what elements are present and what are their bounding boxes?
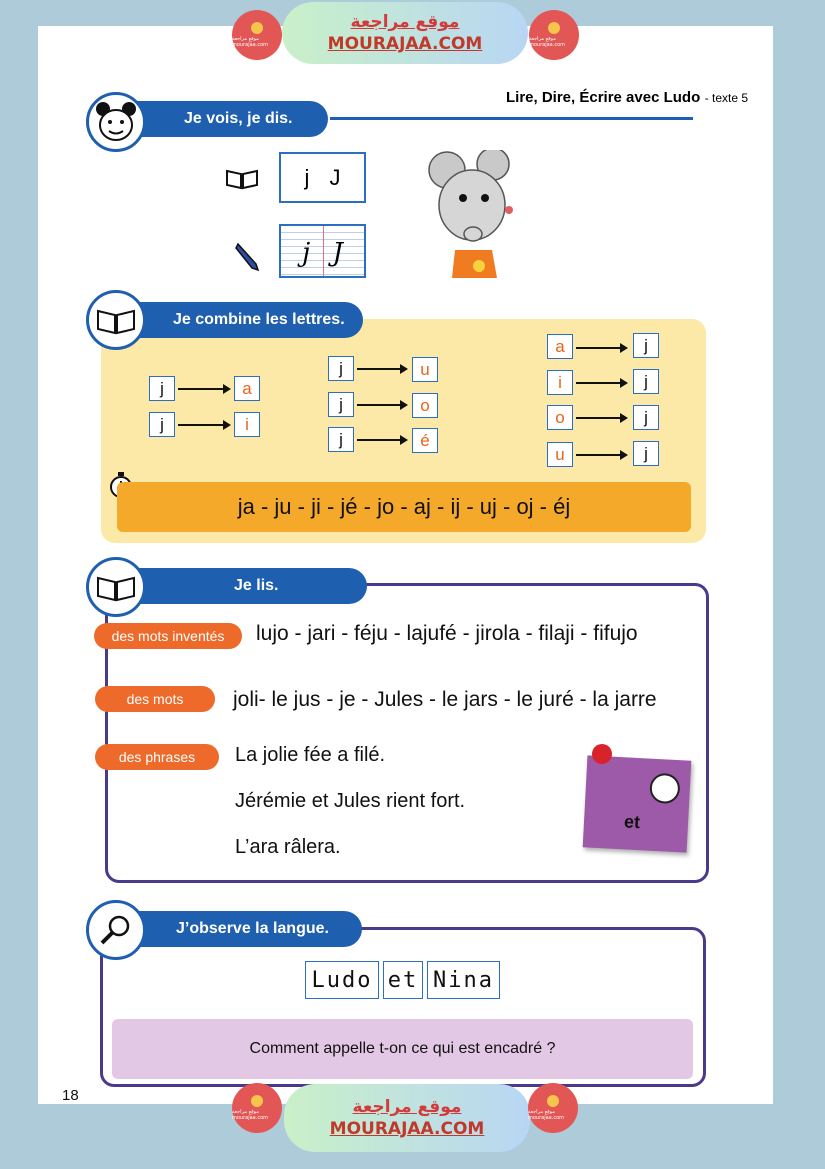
combo-g1-to-1: a bbox=[234, 376, 260, 401]
pushpin-icon bbox=[592, 744, 612, 764]
combo-g2-from-2: j bbox=[328, 392, 354, 417]
watermark-site: MOURAJAA.COM bbox=[327, 34, 483, 54]
section-header-observe: J’observe la langue. bbox=[118, 911, 362, 947]
print-letters-box: j J bbox=[279, 152, 366, 203]
doc-title: Lire, Dire, Écrire avec Ludo - texte 5 bbox=[506, 89, 749, 106]
section-header-vois: Je vois, je dis. bbox=[118, 101, 328, 137]
question-box: Comment appelle t-on ce qui est encadré ? bbox=[112, 1019, 693, 1079]
combo-g3-from-3: o bbox=[547, 405, 573, 430]
watermark-badge-right: موقع مراجعة mourajaa.com bbox=[528, 1083, 578, 1133]
open-book-icon bbox=[86, 557, 146, 617]
tag-sentences: des phrases bbox=[95, 744, 219, 770]
tag-words: des mots bbox=[95, 686, 215, 712]
book-icon bbox=[225, 166, 259, 194]
section-header-lis: Je lis. bbox=[118, 568, 367, 604]
combo-g2-from-3: j bbox=[328, 427, 354, 452]
tag-invented-words: des mots inventés bbox=[94, 623, 242, 649]
word-box-et: et bbox=[383, 961, 423, 999]
combo-g3-from-2: i bbox=[547, 370, 573, 395]
combo-arrow bbox=[357, 404, 406, 406]
link-icon bbox=[649, 773, 681, 805]
combo-arrow bbox=[357, 368, 406, 370]
syllable-bar: ja - ju - ji - jé - jo - aj - ij - uj - oj - éj bbox=[117, 482, 691, 532]
combo-g3-to-4: j bbox=[633, 441, 659, 466]
sentence-1: La jolie fée a filé. bbox=[235, 744, 386, 766]
watermark-badge-left: موقع مراجعة mourajaa.com bbox=[232, 1083, 282, 1133]
section-header-combine: Je combine les lettres. bbox=[117, 302, 363, 338]
magnifier-icon bbox=[86, 900, 146, 960]
combo-g3-from-1: a bbox=[547, 334, 573, 359]
combo-g1-to-2: i bbox=[234, 412, 260, 437]
combo-arrow bbox=[178, 388, 229, 390]
combo-g3-to-3: j bbox=[633, 405, 659, 430]
note-word: et bbox=[623, 811, 641, 833]
page-number: 18 bbox=[62, 1087, 79, 1104]
combo-g1-from-2: j bbox=[149, 412, 175, 437]
combo-arrow bbox=[576, 417, 626, 419]
watermark-arabic: موقع مراجعة bbox=[350, 12, 460, 32]
combo-arrow bbox=[576, 382, 626, 384]
combo-g3-to-1: j bbox=[633, 333, 659, 358]
cursive-letters-box bbox=[279, 224, 366, 278]
open-book-icon bbox=[86, 290, 146, 350]
combo-arrow bbox=[357, 439, 406, 441]
combo-g3-from-4: u bbox=[547, 442, 573, 467]
combo-g2-to-2: o bbox=[412, 393, 438, 418]
sentence-3: L’ara râlera. bbox=[235, 836, 341, 858]
combo-arrow bbox=[576, 347, 626, 349]
combo-g2-to-1: u bbox=[412, 357, 438, 382]
combo-g1-from-1: j bbox=[149, 376, 175, 401]
watermark-badge-left: موقع مراجعة mourajaa.com bbox=[232, 10, 282, 60]
ludo-mouse-illustration bbox=[427, 150, 522, 286]
combo-arrow bbox=[576, 454, 626, 456]
title-rule bbox=[330, 117, 693, 120]
sticky-note bbox=[583, 755, 692, 852]
sentence-2: Jérémie et Jules rient fort. bbox=[235, 790, 466, 812]
watermark-site: MOURAJAA.COM bbox=[329, 1119, 485, 1139]
ludo-face-icon bbox=[86, 92, 146, 152]
watermark-arabic: موقع مراجعة bbox=[352, 1097, 462, 1117]
watermark-banner-bottom[interactable] bbox=[284, 1084, 530, 1152]
watermark-banner-top[interactable] bbox=[282, 2, 528, 64]
word-box-nina: Nina bbox=[427, 961, 500, 999]
words-line: joli- le jus - je - Jules - le jars - le juré - la jarre bbox=[233, 688, 657, 711]
combo-arrow bbox=[178, 424, 229, 426]
watermark-badge-right: موقع مراجعة mourajaa.com bbox=[529, 10, 579, 60]
cursive-letters: j J bbox=[302, 238, 343, 268]
invented-words-line: lujo - jari - féju - lajufé - jirola - filaji - fifujo bbox=[256, 622, 638, 645]
word-box-ludo: Ludo bbox=[305, 961, 379, 999]
combo-g2-to-3: é bbox=[412, 428, 438, 453]
combo-g3-to-2: j bbox=[633, 369, 659, 394]
pencil-icon bbox=[234, 240, 262, 276]
combo-g2-from-1: j bbox=[328, 356, 354, 381]
